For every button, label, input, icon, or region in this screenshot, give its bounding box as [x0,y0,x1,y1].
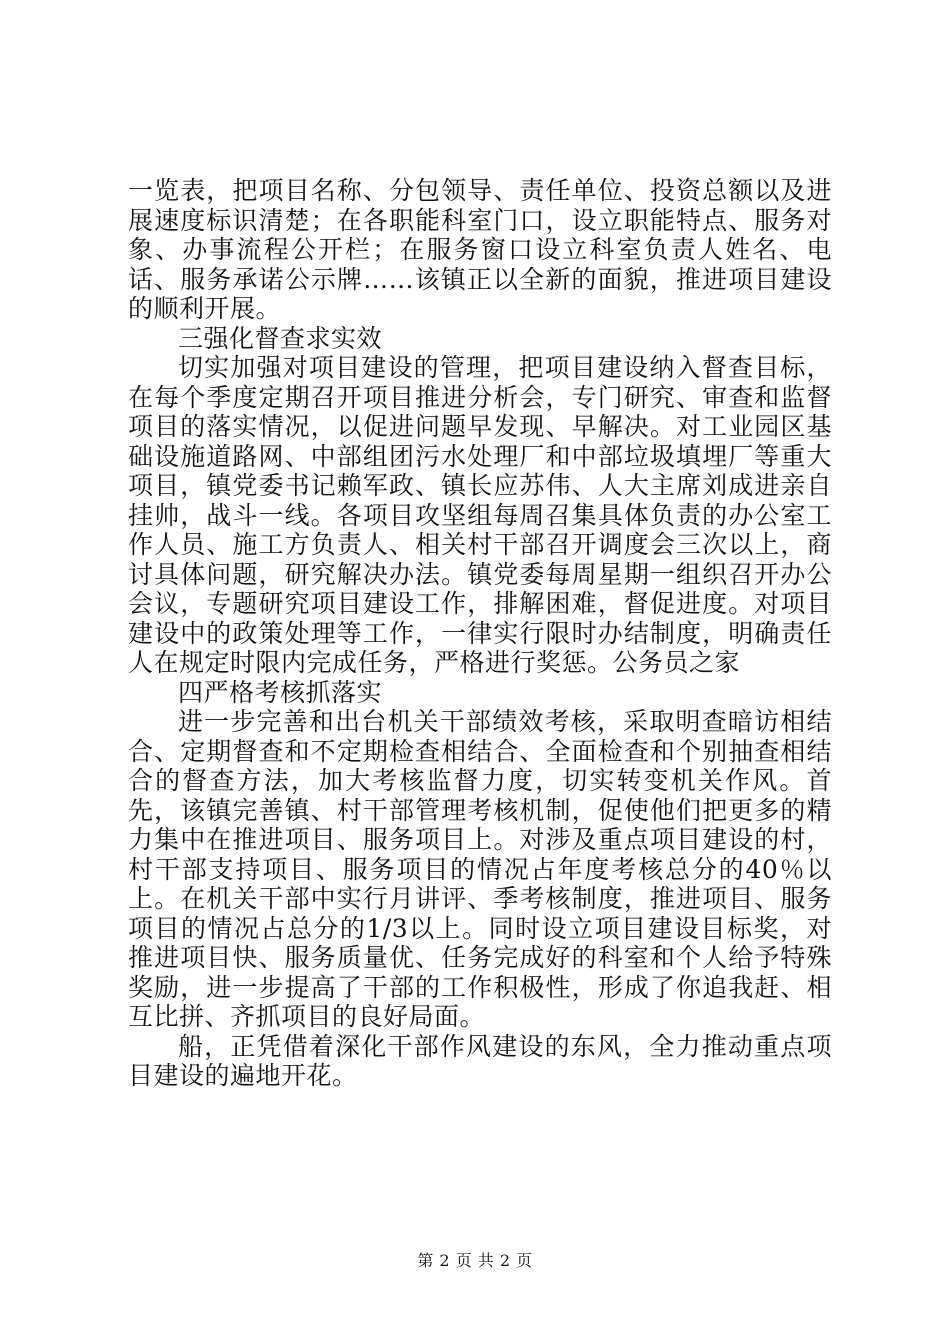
paragraph-supervision: 切实加强对项目建设的管理，把项目建设纳入督查目标，在每个季度定期召开项目推进分析会，专门研究、审查和监督项目的落实情况，以促进问题早发现、早解决。对工业园区基础设施道路网、中部组团污水处理厂和中部垃圾填埋厂等重大项目，镇党委书记赖军政、镇长应苏伟、人大主席刘成进亲自挂帅，战斗一线。各项目攻坚组每周召集具体负责的办公室工作人员、施工方负责人、相关村干部召开调度会三次以上，商讨具体问题，研究解决办法。镇党委每周星期一组织召开办公会议，专题研究项目建设工作，排解困难，督促进度。对项目建设中的政策处理等工作，一律实行限时办结制度，明确责任人在规定时限内完成任务，严格进行奖惩。公务员之家 [128,353,832,677]
section-heading-4: 四严格考核抓落实 [178,677,383,707]
paragraph-continuation: 一览表，把项目名称、分包领导、责任单位、投资总额以及进展速度标识清楚；在各职能科室门口，设立职能特点、服务对象、办事流程公开栏；在服务窗口设立科室负责人姓名、电话、服务承诺公示牌……该镇正以全新的面貌，推进项目建设的顺利开展。 [128,176,832,323]
section-heading-3: 三强化督查求实效 [178,323,383,353]
paragraph-assessment: 进一步完善和出台机关干部绩效考核，采取明查暗访相结合、定期督查和不定期检查相结合、全面检查和个别抽查相结合的督查方法，加大考核监督力度，切实转变机关作风。首先，该镇完善镇、村干部管理考核机制，促使他们把更多的精力集中在推进项目、服务项目上。对涉及重点项目建设的村，村干部支持项目、服务项目的情况占年度考核总分的40％以上。在机关干部中实行月讲评、季考核制度，推进项目、服务项目的情况占总分的1/3以上。同时设立项目建设目标奖，对推进项目快、服务质量优、任务完成好的科室和个人给予特殊奖励，进一步提高了干部的工作积极性，形成了你追我赶、相互比拼、齐抓项目的良好局面。 [128,707,832,1031]
document-body [128,176,832,1091]
page-footer: 第 2 页 共 2 页 [417,1251,533,1270]
paragraph-closing: 船，正凭借着深化干部作风建设的东风，全力推动重点项目建设的遍地开花。 [128,1031,832,1090]
